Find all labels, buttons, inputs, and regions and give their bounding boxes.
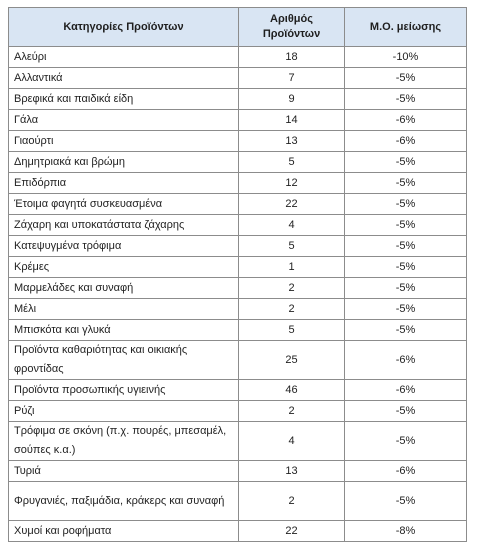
table-row	[9, 236, 467, 257]
cell-count: 2	[239, 278, 345, 299]
table-row	[9, 257, 467, 278]
table-row	[9, 173, 467, 194]
cell-reduction: -5%	[345, 257, 467, 278]
cell-category: Έτοιμα φαγητά συσκευασμένα	[9, 194, 239, 215]
table-row	[9, 461, 467, 482]
table-row	[9, 278, 467, 299]
cell-count: 9	[239, 89, 345, 110]
cell-count: 4	[239, 215, 345, 236]
table-row	[9, 110, 467, 131]
header-count: Αριθμός Προϊόντων	[239, 8, 345, 47]
cell-category: Κρέμες	[9, 257, 239, 278]
cell-count: 46	[239, 380, 345, 401]
cell-category: Αλλαντικά	[9, 68, 239, 89]
cell-reduction: -5%	[345, 422, 467, 461]
table-row	[9, 521, 467, 542]
cell-count: 12	[239, 173, 345, 194]
cell-count: 18	[239, 47, 345, 68]
cell-reduction: -5%	[345, 215, 467, 236]
cell-count: 5	[239, 152, 345, 173]
cell-reduction: -5%	[345, 320, 467, 341]
cell-reduction: -6%	[345, 380, 467, 401]
cell-reduction: -6%	[345, 341, 467, 380]
table-row	[9, 320, 467, 341]
table-row	[9, 89, 467, 110]
cell-category: Κατεψυγμένα τρόφιμα	[9, 236, 239, 257]
cell-reduction: -6%	[345, 461, 467, 482]
cell-category: Φρυγανιές, παξιμάδια, κράκερς και συναφή	[9, 482, 239, 521]
cell-category: Ρύζι	[9, 401, 239, 422]
table-row	[9, 68, 467, 89]
cell-category: Γάλα	[9, 110, 239, 131]
cell-category: Μπισκότα και γλυκά	[9, 320, 239, 341]
cell-category: Μέλι	[9, 299, 239, 320]
cell-count: 13	[239, 461, 345, 482]
cell-category: Προϊόντα προσωπικής υγιεινής	[9, 380, 239, 401]
cell-count: 14	[239, 110, 345, 131]
cell-count: 22	[239, 194, 345, 215]
cell-category: Δημητριακά και βρώμη	[9, 152, 239, 173]
cell-count: 5	[239, 236, 345, 257]
table-row	[9, 47, 467, 68]
table-row	[9, 341, 467, 380]
table-row	[9, 215, 467, 236]
cell-category: Γιαούρτι	[9, 131, 239, 152]
cell-category: Βρεφικά και παιδικά είδη	[9, 89, 239, 110]
cell-reduction: -5%	[345, 401, 467, 422]
cell-count: 4	[239, 422, 345, 461]
cell-reduction: -5%	[345, 68, 467, 89]
table-row	[9, 194, 467, 215]
header-reduction: Μ.Ο. μείωσης	[345, 8, 467, 47]
table-row	[9, 401, 467, 422]
cell-reduction: -5%	[345, 482, 467, 521]
table-row	[9, 152, 467, 173]
cell-count: 13	[239, 131, 345, 152]
header-category: Κατηγορίες Προϊόντων	[9, 8, 239, 47]
cell-category: Μαρμελάδες και συναφή	[9, 278, 239, 299]
cell-reduction: -8%	[345, 521, 467, 542]
products-table	[8, 7, 467, 542]
cell-reduction: -5%	[345, 194, 467, 215]
table-header-row	[9, 8, 467, 47]
cell-count: 1	[239, 257, 345, 278]
cell-reduction: -5%	[345, 173, 467, 194]
cell-reduction: -6%	[345, 131, 467, 152]
cell-count: 25	[239, 341, 345, 380]
table-row	[9, 380, 467, 401]
products-table-container	[8, 7, 466, 542]
cell-reduction: -6%	[345, 110, 467, 131]
cell-category: Ζάχαρη και υποκατάστατα ζάχαρης	[9, 215, 239, 236]
cell-reduction: -10%	[345, 47, 467, 68]
cell-count: 22	[239, 521, 345, 542]
cell-category: Χυμοί και ροφήματα	[9, 521, 239, 542]
table-row	[9, 299, 467, 320]
cell-category: Τυριά	[9, 461, 239, 482]
cell-count: 2	[239, 401, 345, 422]
cell-count: 7	[239, 68, 345, 89]
table-row	[9, 422, 467, 461]
cell-reduction: -5%	[345, 278, 467, 299]
cell-reduction: -5%	[345, 299, 467, 320]
cell-category: Επιδόρπια	[9, 173, 239, 194]
cell-reduction: -5%	[345, 236, 467, 257]
cell-count: 2	[239, 482, 345, 521]
cell-count: 5	[239, 320, 345, 341]
table-row	[9, 131, 467, 152]
cell-category: Προϊόντα καθαριότητας και οικιακής φροντίδας	[9, 341, 239, 380]
table-row	[9, 482, 467, 521]
cell-reduction: -5%	[345, 89, 467, 110]
cell-category: Τρόφιμα σε σκόνη (π.χ. πουρές, μπεσαμέλ, σούπες κ.α.)	[9, 422, 239, 461]
cell-category: Αλεύρι	[9, 47, 239, 68]
cell-count: 2	[239, 299, 345, 320]
cell-reduction: -5%	[345, 152, 467, 173]
